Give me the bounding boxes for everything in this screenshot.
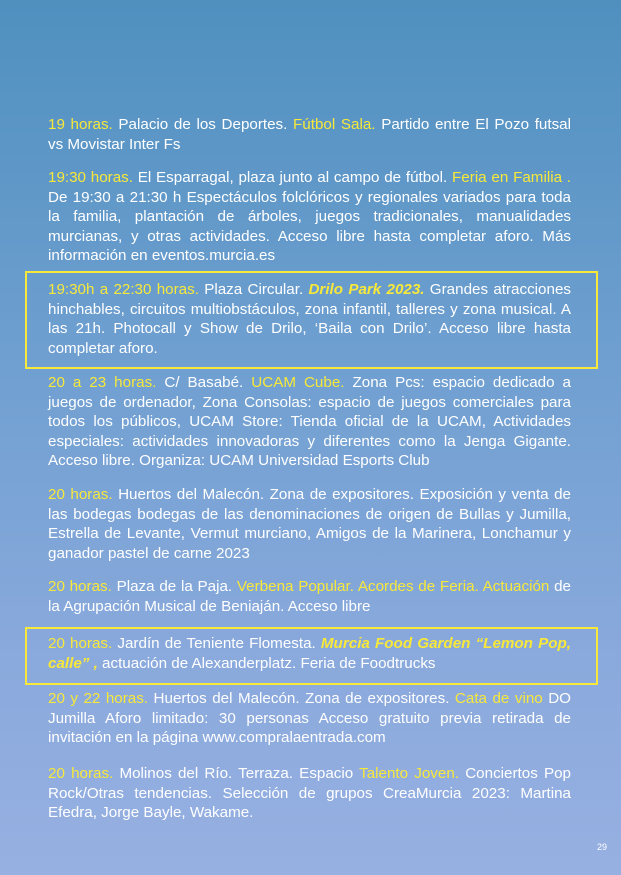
event-entry-feria-familia [48,168,571,266]
event-entry-talento-joven [48,764,571,823]
event-time: 20 a 23 horas. [48,374,157,391]
event-description: actuación de Alexanderplatz. Feria de Foodtrucks [97,654,436,672]
event-title: Cata de vino [454,690,543,707]
event-entry-drilo-park [48,280,571,358]
event-description: DO Jumilla Aforo limitado: 30 personas Acceso gratuito previa retirada de invitación en la página www.compralaentrada.com [48,690,571,747]
event-description: de la Agrupación Musical de Beniaján. Acceso libre [48,578,571,615]
page-number: 29 [596,842,607,852]
event-title: Talento Joven. [359,765,460,782]
event-entry-verbena-popular [48,577,571,616]
event-place: Plaza Circular. [198,281,309,298]
event-time: 20 horas. [48,765,114,782]
event-title: Feria en Familia . [452,169,572,186]
event-description: Partido entre El Pozo futsal vs Movistar Inter Fs [48,116,571,153]
event-entry-huertos-malecon [48,485,571,563]
event-place: Jardín de Teniente Flomesta. [112,635,321,652]
event-time: 20 y 22 horas. [48,690,149,707]
event-time: 19:30h a 22:30 horas. [48,281,199,298]
event-description: Huertos del Malecón. Zona de expositores. Exposición y venta de las bodegas bodegas de las denominaciones de origen de Bullas y Jumilla, Estrella de Levante, Vermut murciano, Amigos de la Marinera, Lonchamur y ganador pastel de carne 2023 [48,486,571,562]
event-place: Palacio de los Deportes. [112,116,294,133]
event-title: Murcia Food Garden “Lemon Pop, calle” , [48,635,571,672]
event-time: 19 horas. [48,116,113,133]
event-title: Fútbol Sala. [293,116,376,133]
event-description: Conciertos Pop Rock/Otras tendencias. Selección de grupos CreaMurcia 2023: Martina Efedra, Jorge Bayle, Wakame. [48,765,571,822]
event-entry-futbol-sala [48,115,571,154]
event-description: Zona Pcs: espacio dedicado a juegos de ordenador, Zona Consolas: espacio de juegos comerciales para todos los públicos, UCAM Store: Tienda oficial de la UCAM, Actividades especiales: actividades innovadoras y diferentes como la Jenga Gigante. Acceso libre. Organiza: UCAM Universidad Esports Club [48,374,572,470]
event-place: El Esparragal, plaza junto al campo de fútbol. [133,169,453,186]
event-place: Plaza de la Paja. [111,578,237,595]
event-time: 20 horas. [48,635,113,652]
event-title: UCAM Cube. [251,374,345,391]
event-time: 20 horas. [48,486,113,503]
event-entry-cata-vino [48,689,571,748]
event-description: De 19:30 a 21:30 h Espectáculos folclóricos y regionales variados para toda la familia, plantación de árboles, juegos tradicionales, manualidades murcianas, y otras actividades. Acceso libre hasta completar aforo. Más información en eventos.murcia.es [48,188,571,265]
event-place: Huertos del Malecón. Zona de expositores. [148,690,455,707]
event-description: Grandes atracciones hinchables, circuitos multiobstáculos, zona infantil, talleres y zona musical. A las 21h. Photocall y Show de Drilo, ‘Baila con Drilo’. Acceso libre hasta completar aforo. [48,281,571,357]
event-entry-food-garden [48,634,571,673]
event-title: Drilo Park 2023. [308,281,425,298]
event-time: 20 horas. [48,578,112,595]
event-place: C/ Basabé. [156,374,252,391]
event-entry-ucam-cube [48,373,571,471]
event-place: Molinos del Río. Terraza. Espacio [113,765,360,782]
event-title: Verbena Popular. Acordes de Feria. Actuación [236,578,550,595]
event-time: 19:30 horas. [48,169,133,186]
